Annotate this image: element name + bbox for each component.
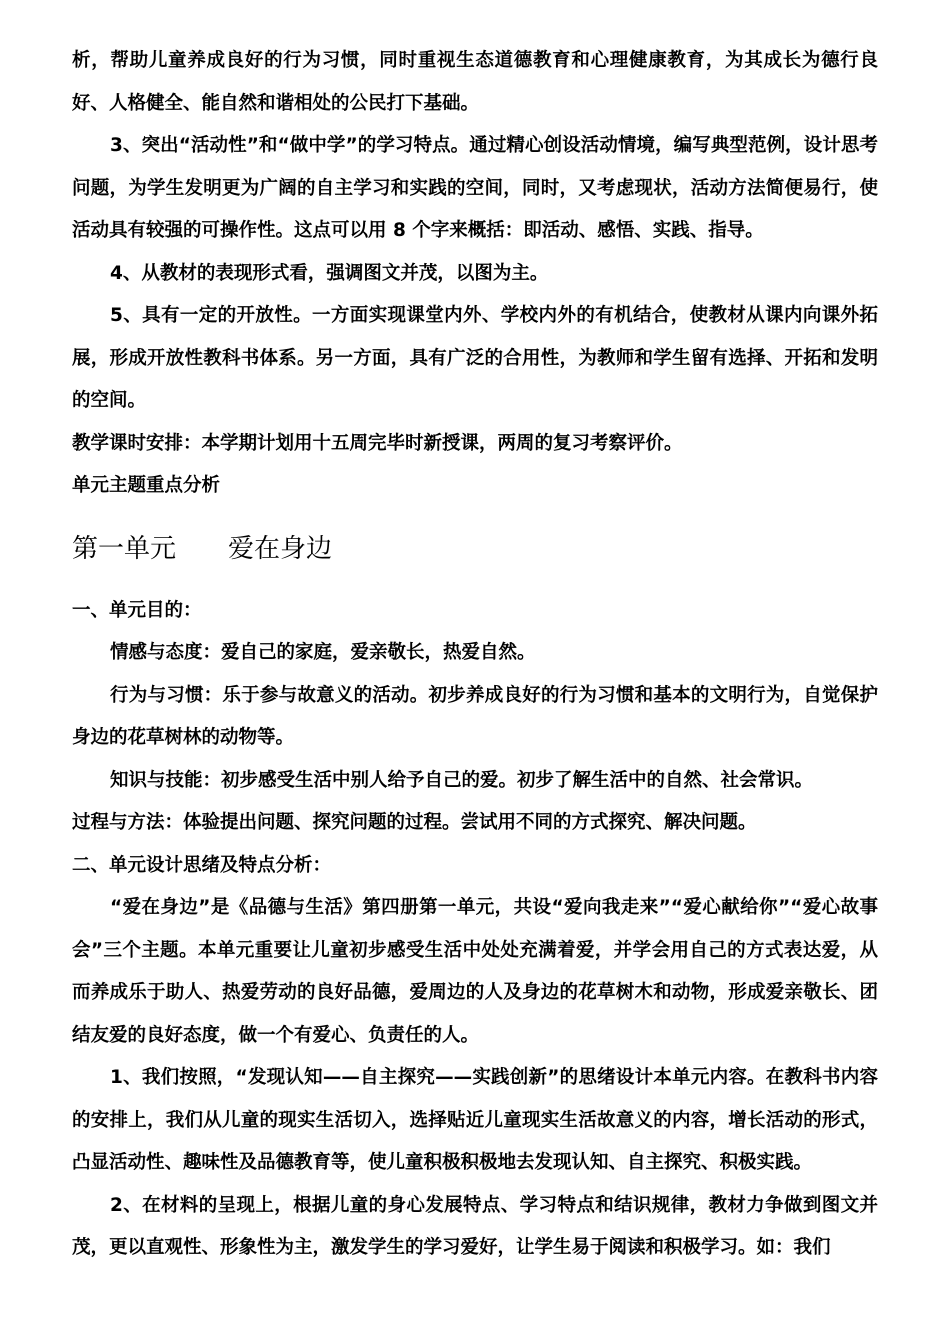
unit-title: 爱在身边 <box>228 533 333 564</box>
section-1-title: 一、单元目的： <box>72 599 202 621</box>
goal-knowledge: 知识与技能：初步感受生活中别人给予自己的爱。初步了解生活中的自然、社会常识。 <box>110 769 814 791</box>
paragraph-point-4: 4、从教材的表现形式看，强调图文并茂，以图为主。 <box>110 262 549 284</box>
section-2-point-1: 1、我们按照，“发现认知——自主探究——实践创新”的思绪设计本单元内容。在教科书内容的安排上，我们从儿童的现实生活切入，选择贴近儿童现实生活故意义的内容，增长活动的形式，凸显活动性、趣味性及品德教育等，使儿童积极积极地去发现认知、自主探究、积极实践。 <box>72 1067 878 1173</box>
goal-emotion: 情感与态度：爱自己的家庭，爱亲敬长，热爱自然。 <box>110 642 536 663</box>
goal-behavior: 行为与习惯：乐于参与故意义的活动。初步养成良好的行为习惯和基本的文明行为，自觉保护身边的花草树林的动物等。 <box>72 684 878 748</box>
paragraph-unit-analysis-label: 单元主题重点分析 <box>72 475 221 496</box>
paragraph-values-education: 析，帮助儿童养成良好的行为习惯，同时重视生态道德教育和心理健康教育，为其成长为德行良好、人格健全、能自然和谐相处的公民打下基础。 <box>72 50 878 114</box>
section-2-intro: “爱在身边”是《品德与生活》第四册第一单元，共设“爱向我走来”“爱心献给你”“爱心故事会”三个主题。本单元重要让儿童初步感受生活中处处充满着爱，并学会用自己的方式表达爱，从而养成乐于助人、热爱劳动的良好品德，爱周边的人及身边的花草树木和动物，形成爱亲敬长、团结友爱的良好态度，做一个有爱心、负责任的人。 <box>72 897 878 1046</box>
goal-process: 过程与方法：体验提出问题、探究问题的过程。尝试用不同的方式探究、解决问题。 <box>72 812 757 833</box>
paragraph-schedule: 教学课时安排：本学期计划用十五周完毕时新授课，两周的复习考察评价。 <box>72 432 683 454</box>
document-page <box>72 40 878 1270</box>
unit-number: 第一单元 <box>72 533 177 564</box>
unit-heading <box>72 528 878 570</box>
paragraph-point-5: 5、具有一定的开放性。一方面实现课堂内外、学校内外的有机结合，使教材从课内向课外拓展，形成开放性教科书体系。另一方面，具有广泛的合用性，为教师和学生留有选择、开拓和发明的空间。 <box>72 305 878 411</box>
section-2-point-2: 2、在材料的呈现上，根据儿童的身心发展特点、学习特点和结识规律，教材力争做到图文并茂，更以直观性、形象性为主，激发学生的学习爱好，让学生易于阅读和积极学习。如：我们 <box>72 1194 878 1258</box>
section-2-title: 二、单元设计思绪及特点分析： <box>72 854 332 876</box>
paragraph-point-3: 3、突出“活动性”和“做中学”的学习特点。通过精心创设活动情境，编写典型范例，设计思考问题，为学生发明更为广阔的自主学习和实践的空间，同时，又考虑现状，活动方法简便易行，使活动具有较强的可操作性。这点可以用 8 个字来概括：即活动、感悟、实践、指导。 <box>72 135 878 241</box>
